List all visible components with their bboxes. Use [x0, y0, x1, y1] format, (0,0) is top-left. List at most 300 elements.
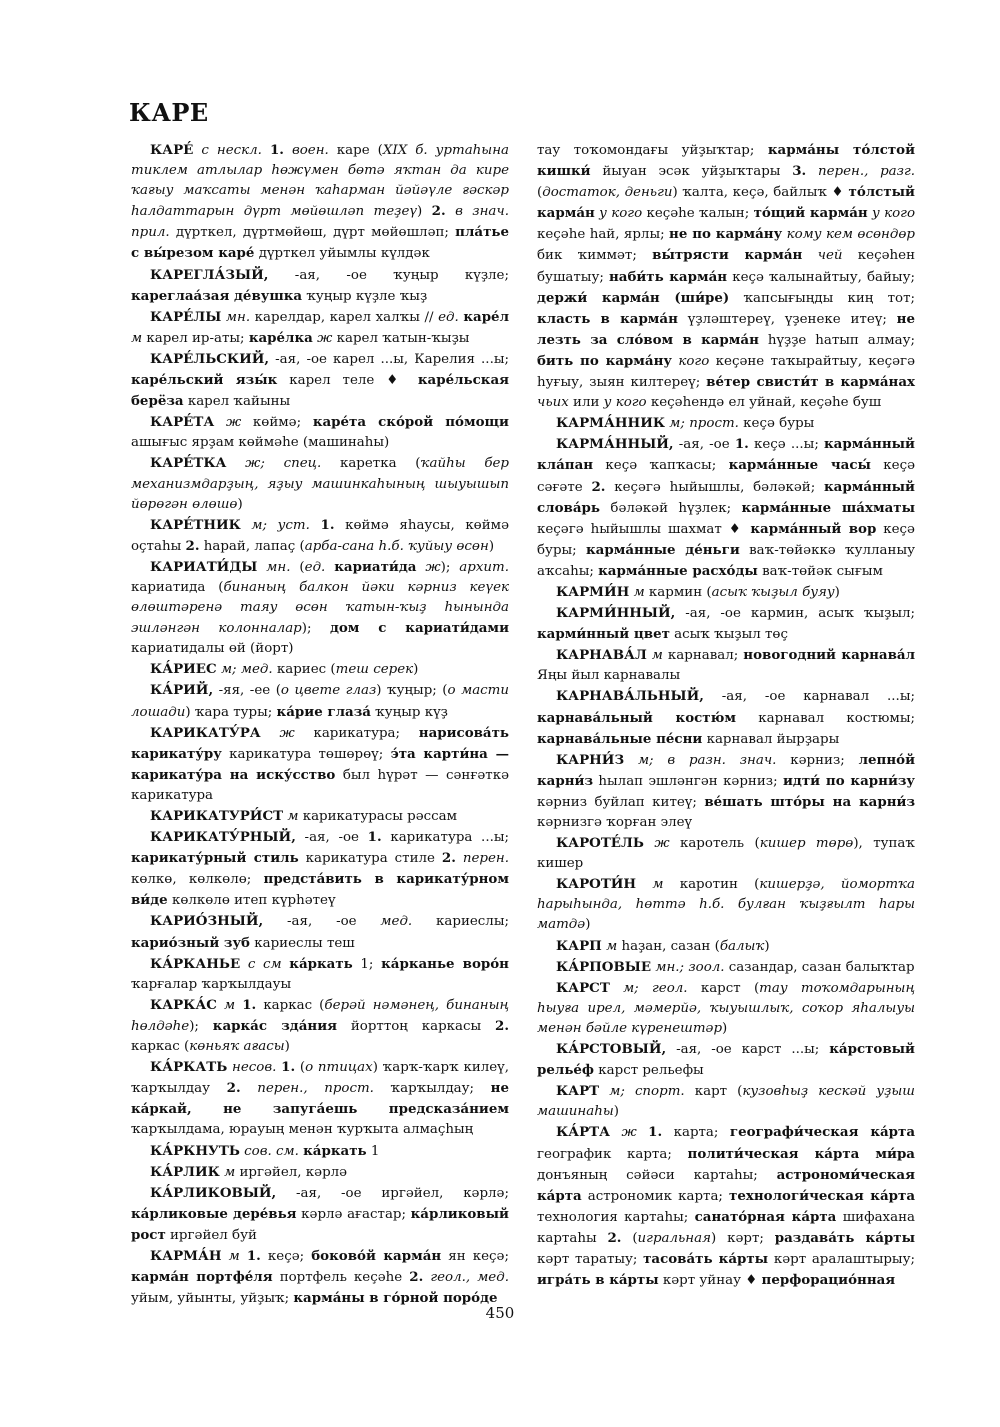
- entry-headword: КАРИКАТУ́РНЫЙ,: [150, 829, 296, 846]
- entry-text: [639, 981, 652, 996]
- entry-phrase: 1.: [734, 436, 749, 453]
- entry-text: [226, 456, 245, 471]
- dictionary-entry: [131, 557, 509, 659]
- entry-text: кариес (: [272, 662, 336, 678]
- entry-phrase: карио́зный зуб: [131, 934, 250, 951]
- entry-headword: КА́РСТОВЫЙ,: [556, 1041, 667, 1058]
- entry-phrase: не лезть за сло́вом в карма́н: [537, 310, 915, 348]
- entry-text: бик ҡиммәт;: [537, 248, 653, 264]
- entry-phrase: 2.: [185, 537, 200, 554]
- entry-text: [214, 415, 226, 430]
- entry-text: ҡуңыр күҙ: [370, 704, 448, 720]
- entry-text: [610, 1125, 621, 1140]
- entry-text: астрономик карта;: [581, 1188, 730, 1204]
- entry-phrase: каре́льская берёза: [131, 372, 510, 410]
- entry-phrase: нарисова́ть карикату́ру: [131, 724, 509, 762]
- entry-text: [610, 981, 623, 996]
- entry-label: с см: [247, 956, 282, 972]
- entry-text: кәрлә ағастар;: [296, 1206, 411, 1222]
- entry-label: о цвете глаз: [280, 683, 377, 699]
- entry-text: 1: [366, 1143, 380, 1159]
- entry-text: уйым, уйынты, уйҙыҡ;: [131, 1291, 294, 1307]
- entry-phrase: 2.: [495, 1017, 509, 1034]
- entry-phrase: каре́лка: [248, 329, 313, 346]
- entry-phrase: 1.: [648, 1124, 663, 1141]
- entry-text: карта;: [662, 1125, 730, 1141]
- entry-label: мн.: [225, 309, 251, 325]
- entry-text: кәрниз буйлап китеү;: [537, 794, 705, 810]
- entry-label: перен., разг.: [817, 164, 915, 180]
- entry-headword: КАРМА́ННЫЙ,: [556, 436, 674, 453]
- entry-text: бәләкәй һүҙлек;: [599, 500, 742, 516]
- entry-label: о птицах: [305, 1060, 373, 1076]
- entry-headword: КАРИО́ЗНЫЙ,: [150, 913, 264, 930]
- entry-phrase: карнава́льный костю́м: [537, 709, 736, 726]
- entry-text: ): [764, 938, 770, 954]
- entry-label: перен., прост.: [257, 1081, 374, 1097]
- entry-text: донъяның сәйәси картаһы;: [537, 1167, 777, 1183]
- entry-label: кого: [678, 353, 710, 369]
- entry-phrase: карнава́льные пе́сни: [537, 730, 703, 747]
- entry-text: был һүрәт — сәнғәткә карикатура: [131, 767, 509, 803]
- entry-text: һылап эшләнгән кәрниз;: [593, 773, 783, 789]
- dictionary-entry: [131, 412, 509, 453]
- entry-text: (: [621, 1230, 638, 1246]
- entry-headword: КАРНАВА́ЛЬНЫЙ,: [556, 688, 704, 705]
- entry-text: географик карта;: [537, 1146, 688, 1162]
- entry-phrase: ка́ркать: [303, 1142, 367, 1159]
- entry-label: м: [651, 648, 663, 664]
- entry-text: кәрниз;: [776, 752, 859, 768]
- entry-headword: КА́РИЕС: [150, 661, 217, 678]
- entry-phrase: идти́ по карни́зу: [783, 772, 915, 789]
- entry-text: дүрткел, дүртмөйөш, дүрт мөйөшләп;: [169, 225, 456, 241]
- entry-text: көймә;: [241, 415, 313, 431]
- entry-text: ) кәрт;: [710, 1230, 775, 1246]
- entry-text: үҙләштереү, үҙенеке итеү;: [677, 311, 897, 327]
- entry-label: мед.: [240, 662, 273, 678]
- entry-phrase: 3.: [792, 163, 807, 180]
- entry-label: берәй нәмәнең, бинаның һөлдәһе: [131, 997, 510, 1034]
- dictionary-entry: [131, 1057, 509, 1140]
- entry-label: асыҡ ҡыҙыл буяу: [711, 584, 835, 600]
- entry-label: перен.: [462, 851, 509, 867]
- entry-label: спорт.: [634, 1084, 685, 1100]
- entry-phrase: пла́тье с вы́резом каре́: [131, 224, 509, 262]
- entry-label: архит.: [459, 559, 509, 575]
- entry-text: (: [295, 1060, 306, 1076]
- entry-text: [599, 1084, 609, 1099]
- entry-phrase: вы́трясти карма́н: [652, 247, 803, 264]
- entry-text: ): [722, 1020, 728, 1036]
- entry-text: кеҫәгә һыйышлы шахмат ♦: [537, 521, 751, 537]
- entry-text: [241, 518, 252, 533]
- dictionary-entry: [131, 349, 509, 412]
- entry-text: каре (: [328, 143, 383, 158]
- entry-label: м: [224, 1164, 236, 1180]
- entry-headword: КАРИКАТУ́РА: [150, 724, 261, 741]
- entry-text: кариеслы;: [412, 914, 509, 930]
- entry-label: ҡайһы бер механизмдарҙың, яҙыу машинкаһының шыуышып йөрөгән өлөшө: [131, 456, 509, 512]
- entry-phrase: класть в карма́н: [537, 310, 678, 327]
- entry-headword: КАРЕ́ТНИК: [150, 516, 241, 533]
- dictionary-entry: [537, 874, 915, 935]
- entry-text: ) ҡуңыр; (: [376, 683, 448, 699]
- entry-text: кеҫә буры;: [537, 521, 915, 558]
- entry-label: у кого: [603, 395, 647, 411]
- entry-headword: КА́РПОВЫЕ: [556, 958, 652, 975]
- entry-text: ваҡ-төйәккә ҡулланыу аҡсаһы;: [537, 542, 915, 579]
- entry-text: [625, 1084, 635, 1099]
- entry-label: зоол.: [688, 959, 725, 975]
- entry-phrase: 1.: [281, 1059, 296, 1076]
- entry-phrase: 2.: [607, 1229, 622, 1246]
- dictionary-entry: [131, 1246, 509, 1309]
- dictionary-entry: [131, 140, 509, 265]
- entry-text: -ая, -ое кармин, асыҡ ҡыҙыл;: [675, 606, 915, 622]
- entry-text: ҡарҡылдама, юрауың менән ҡурҡыта алмаҫһың: [131, 1122, 474, 1138]
- entry-phrase: ка́ркать: [289, 955, 353, 972]
- running-head: КАРЕ: [129, 98, 209, 127]
- entry-label: кузовһыҙ кескәй уҙыш машинаһы: [537, 1084, 915, 1120]
- entry-text: ): [613, 1104, 619, 1120]
- entry-text: ) ҡара туры;: [185, 704, 277, 720]
- entry-headword: КАРМИ́Н: [556, 583, 630, 600]
- entry-text: [240, 1249, 247, 1264]
- entry-text: ҡарғалар ҡарҡылдауы: [131, 976, 292, 992]
- dictionary-entry: [131, 1183, 509, 1246]
- entry-text: карикатурасы рәссам: [298, 809, 458, 824]
- entry-phrase: карми́нный цвет: [537, 626, 670, 643]
- entry-label: геол., мед.: [430, 1270, 509, 1286]
- entry-text: [284, 143, 292, 158]
- entry-phrase: каре́та ско́рой по́мощи: [312, 414, 509, 431]
- entry-headword: КАРЕ́ТА: [150, 414, 215, 431]
- entry-text: кариатидалы өй (йорт): [131, 641, 294, 657]
- dictionary-entry: [131, 911, 509, 953]
- entry-label: в знач. прил.: [131, 204, 509, 241]
- entry-text: кеҫә ...ы;: [748, 437, 825, 453]
- entry-phrase: ка́рие глаза́: [276, 703, 371, 720]
- entry-text: карел ҡайыны: [183, 394, 291, 410]
- entry-text: ) ҡалта, кеҫә, байлыҡ ♦: [672, 185, 849, 201]
- entry-label: чей: [817, 248, 843, 264]
- entry-text: );: [440, 559, 460, 575]
- entry-text: -ая, -ое карст ...ы;: [666, 1042, 830, 1058]
- entry-text: кәрт аралаштырыу;: [768, 1251, 915, 1267]
- entry-label: арба-сана һ.б. ҡуйыу өсөн: [304, 538, 489, 554]
- entry-label: несов.: [232, 1060, 277, 1076]
- entry-phrase: 1.: [269, 142, 284, 158]
- entry-text: карст рельефы: [594, 1063, 704, 1079]
- entry-text: карикатура;: [294, 725, 419, 741]
- entry-text: кеҫәне таҡырайтыу, кеҫәгә һуғыу, зыян килтереү;: [537, 353, 915, 391]
- entry-headword: КА́РЛИК: [150, 1163, 220, 1180]
- entry-text: каркас (: [256, 997, 325, 1013]
- entry-text: (: [290, 559, 305, 575]
- entry-text: карикатура стиле: [298, 851, 442, 867]
- entry-text: [636, 877, 652, 892]
- entry-text: карт (: [684, 1084, 743, 1100]
- entry-text: ҡарҡылдау;: [373, 1081, 491, 1097]
- entry-phrase: то́щий карма́н: [753, 205, 868, 222]
- dictionary-entry: [537, 1039, 915, 1081]
- entry-phrase: кариати́да: [334, 558, 417, 575]
- entry-text: технология картаһы;: [537, 1209, 695, 1225]
- entry-label: тау тоҡомдарының һыуға ирел, мәмерйә, ҡыуышлыҡ, соҡор яһалыуы менән бәйле күренештәр: [537, 980, 915, 1036]
- entry-text: [637, 1125, 648, 1140]
- entry-text: иргәйел, кәрлә: [235, 1164, 348, 1180]
- entry-text: -ая, -ое карел ...ы, Карелия ...ы;: [269, 351, 509, 367]
- entry-label: ж: [225, 415, 242, 431]
- dictionary-entry: [537, 686, 915, 749]
- dictionary-entry: [131, 515, 509, 557]
- entry-headword: КАРНИ́З: [556, 751, 625, 768]
- entry-text: );: [301, 621, 330, 637]
- entry-label: м;: [220, 662, 237, 678]
- entry-text: каротель (: [669, 836, 760, 852]
- dictionary-entry: [537, 957, 915, 978]
- entry-text: кариеслы теш: [250, 935, 355, 951]
- entry-headword: КА́РКАТЬ: [150, 1059, 228, 1076]
- entry-text: [267, 518, 278, 533]
- entry-phrase: технологи́ческая ка́рта: [729, 1187, 915, 1204]
- entry-text: карнавал;: [662, 648, 744, 664]
- entry-text: [654, 753, 668, 768]
- entry-text: кеҫә ҡалынайтыу, байыу;: [727, 269, 915, 285]
- entry-label: игральная: [637, 1230, 711, 1246]
- dictionary-entry: [537, 750, 915, 833]
- dictionary-entry: [537, 1122, 915, 1291]
- entry-phrase: карма́нные часы́: [728, 457, 871, 474]
- entry-text: карикатура төшөрөү;: [221, 746, 391, 762]
- entry-text: кармин (: [644, 584, 712, 600]
- entry-text: дүрткел уйымлы күлдәк: [254, 246, 430, 262]
- entry-phrase: ка́рликовый рост: [131, 1205, 509, 1243]
- entry-text: көлкө, көлкөлө;: [131, 872, 264, 888]
- entry-text: -яя, -ее (: [213, 683, 281, 699]
- entry-text: [241, 1081, 258, 1096]
- entry-phrase: наби́ть карма́н: [608, 268, 728, 285]
- dictionary-entry: [537, 833, 915, 874]
- entry-text: [222, 1249, 229, 1264]
- entry-text: ): [413, 662, 419, 678]
- entry-text: [261, 726, 280, 741]
- entry-text: һүҙҙе һатып алмау;: [758, 332, 916, 348]
- entry-text: кеҫәһен бушатыу;: [537, 248, 915, 285]
- entry-label: ед.: [304, 559, 326, 575]
- entry-text: [456, 851, 463, 866]
- entry-text: карелдар, карел халҡы //: [250, 309, 439, 325]
- entry-label: м;: [251, 517, 268, 533]
- entry-headword: КАРНАВА́Л: [556, 647, 647, 664]
- entry-phrase: карма́ны то́лстой кишки́: [537, 142, 916, 180]
- entry-phrase: 1.: [246, 1247, 261, 1264]
- entry-label: мн.;: [655, 959, 685, 975]
- entry-label: м;: [623, 980, 639, 996]
- entry-phrase: географи́ческая ка́рта: [729, 1124, 916, 1141]
- entry-label: ж: [425, 559, 441, 575]
- dictionary-entry: [131, 1162, 509, 1183]
- entry-label: достаток, деньги: [542, 185, 673, 201]
- entry-label: бинаның балкон йәки кәрниз кеүек өлөштәренә таяу өсөн ҡатын-ҡыҙ һынында эшләнгән колонналар: [131, 579, 509, 637]
- entry-text: кеҫә буры: [738, 416, 815, 432]
- entry-phrase: карма́нный кла́пан: [537, 436, 915, 474]
- entry-headword: КАРЕГЛА́ЗЫЙ,: [150, 266, 269, 283]
- dictionary-entry: [537, 140, 915, 413]
- entry-text: карел теле ♦: [277, 373, 418, 389]
- column-left: [131, 140, 509, 1309]
- dictionary-entry: [131, 995, 509, 1057]
- entry-text: [644, 836, 654, 851]
- entry-text: ян кеҫә;: [441, 1248, 509, 1264]
- entry-phrase: 2.: [431, 203, 446, 220]
- entry-text: -ая, -ое карнавал ...ы;: [703, 689, 915, 705]
- entry-phrase: ве́тер свисти́т в карма́нах: [706, 374, 915, 391]
- entry-text: [806, 164, 818, 179]
- entry-phrase: астрономи́ческая ка́рта: [537, 1166, 915, 1204]
- entry-text: [325, 560, 334, 575]
- entry-phrase: 1.: [242, 996, 257, 1013]
- entry-text: йыуан эсәк уйҙыҡтары: [590, 164, 793, 180]
- entry-text: -ая, -ое: [673, 437, 735, 453]
- entry-label: көньяҡ ағасы: [189, 1039, 285, 1055]
- entry-headword: КАРЕ́ТКА: [150, 455, 227, 472]
- entry-label: теш серек: [335, 662, 414, 678]
- entry-label: м;: [609, 1084, 625, 1100]
- entry-label: м;: [669, 416, 685, 432]
- entry-headword: КА́РЛИКОВЫЙ,: [150, 1184, 277, 1201]
- entry-phrase: игра́ть в ка́рты: [537, 1272, 659, 1289]
- entry-headword: КАРМА́Н: [150, 1247, 222, 1264]
- entry-headword: КАРИКАТУРИ́СТ: [150, 808, 284, 824]
- entry-text: ваҡ-төйәк сығым: [757, 563, 883, 579]
- entry-phrase: полити́ческая ка́рта ми́ра: [687, 1145, 915, 1162]
- entry-text: Яңы йыл карнавалы: [537, 668, 681, 684]
- dictionary-entry: [131, 659, 509, 680]
- entry-label: м: [287, 809, 299, 824]
- entry-headword: КА́РИЙ,: [150, 682, 214, 699]
- entry-text: ): [585, 917, 591, 933]
- entry-headword: КА́РКНУТЬ: [150, 1142, 240, 1159]
- entry-text: каротин (: [663, 877, 760, 893]
- entry-phrase: дом с кариати́дами: [329, 620, 509, 637]
- entry-label: ед.: [438, 309, 459, 325]
- entry-text: карст (: [687, 980, 760, 996]
- entry-phrase: кареглаа́зая де́вушка: [131, 287, 303, 304]
- entry-label: ж;: [245, 456, 265, 472]
- entry-phrase: карма́нные ша́хматы: [741, 499, 915, 516]
- entry-text: ): [488, 538, 495, 554]
- entry-text: кариатида (: [131, 579, 224, 595]
- entry-text: кеҫә;: [260, 1248, 312, 1264]
- entry-phrase: 2.: [441, 850, 456, 867]
- entry-label: мед.: [380, 914, 413, 930]
- entry-text: [217, 998, 224, 1013]
- entry-text: ): [417, 204, 432, 220]
- entry-phrase: карка́с зда́ния: [212, 1017, 338, 1034]
- entry-label: ж: [279, 725, 295, 741]
- entry-text: (: [537, 185, 543, 201]
- entry-headword: КАРЕ́ЛЫ: [150, 308, 222, 325]
- entry-phrase: 1.: [367, 829, 382, 846]
- entry-headword: КАРЕ́ЛЬСКИЙ,: [150, 350, 270, 367]
- dictionary-entry: [131, 680, 509, 722]
- entry-text: иргәйел буй: [165, 1227, 257, 1243]
- entry-phrase: карма́ны в го́рной поро́де: [293, 1290, 498, 1307]
- entry-text: [624, 753, 638, 768]
- entry-text: кеҫәгә һыйышлы, бәләкәй;: [605, 479, 825, 495]
- entry-phrase: раздава́ть ка́рты: [774, 1229, 915, 1246]
- entry-text: тау тоҡомондағы уйҙыҡтар;: [537, 143, 768, 158]
- entry-label: м: [652, 877, 664, 893]
- entry-label: ж: [654, 836, 670, 852]
- entry-label: ж: [317, 330, 333, 346]
- entry-label: в разн. знач.: [667, 752, 777, 768]
- entry-text: кәрнизгә ҡорған элеү: [537, 815, 693, 830]
- entry-phrase: не по карма́ну: [669, 226, 783, 243]
- entry-phrase: боково́й карма́н: [311, 1247, 442, 1264]
- entry-phrase: предста́вить в карикату́рном ви́де: [131, 871, 509, 909]
- entry-text: );: [189, 1018, 213, 1034]
- entry-headword: КАРП: [556, 937, 602, 954]
- entry-text: [257, 560, 266, 575]
- entry-label: уст.: [277, 517, 310, 533]
- entry-label: кишер төрө: [759, 836, 854, 852]
- entry-text: кеҫә ҡапҡасы;: [593, 458, 729, 474]
- entry-headword: КАРОТЕ́ЛЬ: [556, 835, 644, 852]
- entry-text: ), тупаҡ кишер: [537, 836, 916, 872]
- dictionary-entry: [131, 1141, 509, 1162]
- entry-text: портфель кеҫәһе: [272, 1270, 410, 1286]
- entry-text: ): [284, 1039, 290, 1055]
- entry-text: карикатура ...ы;: [381, 830, 509, 846]
- entry-phrase: ве́шать што́ры на карни́з: [704, 793, 915, 810]
- entry-text: һарай, лапаҫ (: [199, 538, 305, 554]
- entry-headword: КАРЕ́: [150, 142, 194, 158]
- dictionary-entry: [131, 723, 509, 806]
- dictionary-entry: [537, 434, 915, 582]
- entry-phrase: ка́рканье воро́н: [381, 955, 509, 972]
- entry-text: каркас (: [131, 1039, 190, 1055]
- dictionary-entry: [537, 1081, 915, 1122]
- entry-headword: КАРМИ́ННЫЙ,: [556, 605, 676, 622]
- entry-text: көймә яһаусы, көймә оҫтаһы: [131, 517, 510, 554]
- entry-phrase: карма́нные де́ньги: [586, 541, 740, 558]
- entry-text: шифахана картаһы: [537, 1209, 915, 1246]
- entry-text: -ая, -ое иргәйел, кәрлә;: [276, 1185, 509, 1201]
- entry-phrase: не ка́ркай, не запуга́ешь предсказа́нием: [131, 1080, 509, 1118]
- entry-phrase: карма́н портфе́ля: [131, 1269, 273, 1286]
- dictionary-entry: [131, 265, 509, 307]
- entry-phrase: 2.: [591, 478, 606, 495]
- entry-phrase: новогодний карнава́л: [743, 647, 916, 664]
- entry-text: [240, 957, 248, 972]
- dictionary-entry: [537, 603, 915, 645]
- entry-label: м: [633, 584, 645, 600]
- entry-label: чьих: [537, 395, 569, 411]
- entry-label: м: [606, 938, 618, 954]
- entry-text: һаҙан, сазан (: [617, 938, 720, 954]
- entry-text: ашығыс ярҙам көймәһе (машинаһы): [131, 435, 390, 451]
- entry-text: кеҫә сәғәте: [537, 458, 916, 495]
- entry-text: 1;: [352, 956, 382, 972]
- entry-text: [310, 518, 321, 533]
- dictionary-entry: [537, 936, 915, 957]
- dictionary-entry: [131, 827, 509, 911]
- dictionary-entry: [537, 582, 915, 603]
- entry-text: [262, 143, 270, 158]
